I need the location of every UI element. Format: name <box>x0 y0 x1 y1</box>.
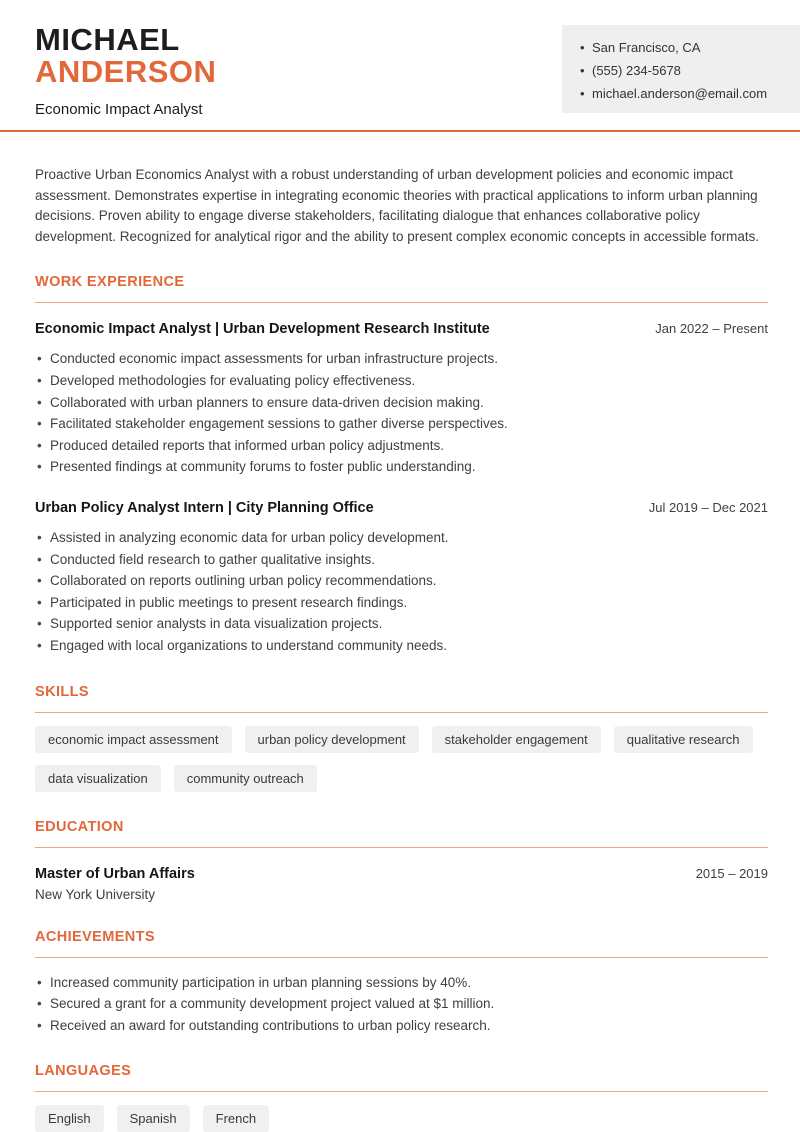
skill-tag: data visualization <box>35 765 161 792</box>
section-achievements <box>35 929 768 1037</box>
first-name: MICHAEL <box>35 22 180 57</box>
job-bullet: • Conducted economic impact assessments for urban infrastructure projects. <box>35 348 768 370</box>
header <box>0 0 800 118</box>
contact-email: • michael.anderson@email.com <box>580 82 786 105</box>
degree-name: Master of Urban Affairs <box>35 865 195 882</box>
education-heading: EDUCATION <box>35 819 768 848</box>
achievement-bullet: • Increased community participation in urban planning sessions by 40%. <box>35 972 768 994</box>
job-title: Economic Impact Analyst <box>35 101 203 118</box>
job-title-company: Economic Impact Analyst | Urban Development Research Institute <box>35 321 490 338</box>
education-header-row <box>35 866 768 882</box>
achievement-bullet: • Received an award for outstanding contributions to urban policy research. <box>35 1015 768 1037</box>
contact-card <box>562 25 800 113</box>
contact-phone: • (555) 234-5678 <box>580 59 786 82</box>
skill-tag: stakeholder engagement <box>432 726 601 753</box>
job-bullet: • Participated in public meetings to present research findings. <box>35 592 768 614</box>
skill-tag: community outreach <box>174 765 317 792</box>
job-header-row <box>35 321 768 337</box>
job-bullet: • Collaborated on reports outlining urban policy recommendations. <box>35 570 768 592</box>
language-tag: Spanish <box>117 1105 190 1132</box>
languages-tag-list <box>35 1105 768 1132</box>
job-bullet: • Produced detailed reports that informed urban policy adjustments. <box>35 435 768 457</box>
education-dates: 2015 – 2019 <box>695 865 768 881</box>
section-work-experience <box>35 274 768 656</box>
last-name: ANDERSON <box>35 54 217 89</box>
skill-tag: economic impact assessment <box>35 726 232 753</box>
language-tag: French <box>203 1105 269 1132</box>
language-tag: English <box>35 1105 104 1132</box>
job-bullet-list <box>35 348 768 478</box>
contact-list <box>580 36 786 105</box>
job-entry <box>35 321 768 478</box>
job-bullet: • Conducted field research to gather qualitative insights. <box>35 549 768 571</box>
section-education <box>35 819 768 902</box>
job-bullet: • Assisted in analyzing economic data for urban policy development. <box>35 527 768 549</box>
resume-body <box>0 165 800 1132</box>
job-bullet: • Developed methodologies for evaluating policy effectiveness. <box>35 370 768 392</box>
job-bullet-list <box>35 527 768 657</box>
job-bullet: • Engaged with local organizations to understand community needs. <box>35 635 768 657</box>
achievements-list <box>35 972 768 1037</box>
work-experience-heading: WORK EXPERIENCE <box>35 274 768 303</box>
education-entry <box>35 866 768 902</box>
contact-location: • San Francisco, CA <box>580 36 786 59</box>
section-languages <box>35 1063 768 1132</box>
section-skills <box>35 684 768 792</box>
skills-heading: SKILLS <box>35 684 768 713</box>
languages-heading: LANGUAGES <box>35 1063 768 1092</box>
job-title-company: Urban Policy Analyst Intern | City Planning Office <box>35 499 374 516</box>
job-bullet: • Collaborated with urban planners to ensure data-driven decision making. <box>35 392 768 414</box>
job-bullet: • Supported senior analysts in data visualization projects. <box>35 613 768 635</box>
skills-tag-list <box>35 726 768 792</box>
school-name: New York University <box>35 886 156 902</box>
name-block <box>35 22 217 118</box>
job-dates: Jan 2022 – Present <box>655 321 768 337</box>
summary-paragraph: Proactive Urban Economics Analyst with a robust understanding of urban development policies and economic impact assessment. Demonstrates expertise in integrating economic theories with practical applications to inform urban planning decisions. Proven ability to engage diverse stakeholders, facilitating dialogue that enhances collaborative policy development. Recognized for analytical rigor and the ability to present complex economic concepts in accessible formats. <box>35 167 760 244</box>
job-header-row <box>35 500 768 516</box>
job-bullet: • Facilitated stakeholder engagement sessions to gather diverse perspectives. <box>35 413 768 435</box>
skill-tag: qualitative research <box>614 726 753 753</box>
job-bullet: • Presented findings at community forums to foster public understanding. <box>35 456 768 478</box>
achievement-bullet: • Secured a grant for a community development project valued at $1 million. <box>35 993 768 1015</box>
job-entry <box>35 500 768 657</box>
job-dates: Jul 2019 – Dec 2021 <box>648 499 768 515</box>
header-divider <box>0 130 800 132</box>
skill-tag: urban policy development <box>245 726 419 753</box>
achievements-heading: ACHIEVEMENTS <box>35 929 768 958</box>
